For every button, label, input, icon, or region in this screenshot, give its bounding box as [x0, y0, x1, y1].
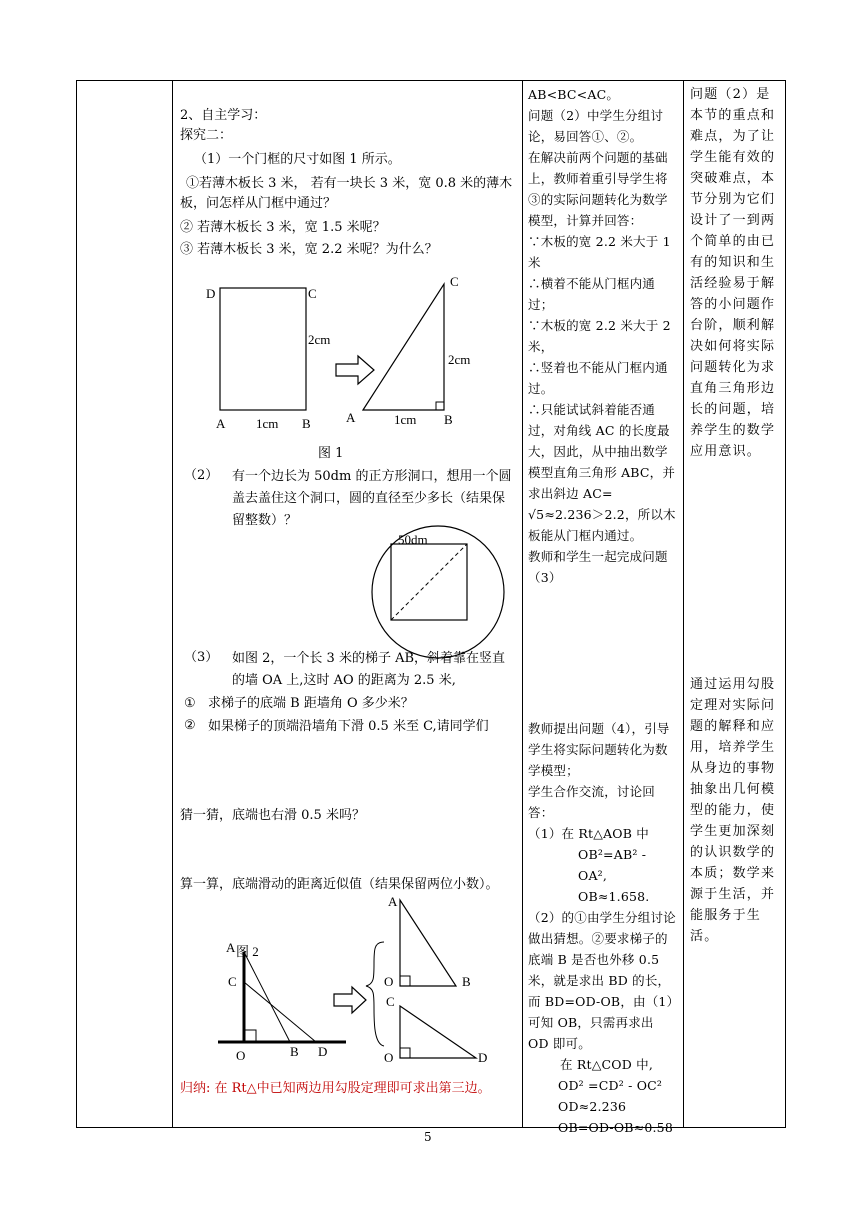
label-A: A [216, 416, 226, 431]
design-note-2: 通过运用勾股定理对实际问题的解释和应用，培养学生从身边的事物抽象出几何模型的能力，使学生更加深刻的认识数学的本质；数学来源于生活，并能服务于生活。 [690, 677, 776, 944]
notes-line: 学生合作交流，讨论回答： [528, 784, 656, 820]
square-label: 50dm [398, 532, 428, 547]
label-side: 2cm [308, 332, 331, 347]
column-divider [172, 80, 173, 1127]
right-triangle [363, 284, 444, 410]
guess-text: 猜一猜，底端也右滑 0.5 米吗？ [180, 808, 365, 823]
notes-line: 在解决前两个问题的基础上，教师着重引导学生将③的实际问题转化为数学模型，计算并回答： [528, 150, 668, 228]
tri2-label-O: O [384, 1050, 394, 1065]
formula-line: OD² =CD² - OC² [558, 1078, 663, 1093]
explore-heading: 探究二： [180, 128, 233, 143]
circle-cover [372, 526, 504, 658]
question-1-c: ③ 若薄木板长 3 米，宽 2.2 米呢？为什么？ [180, 242, 438, 257]
tri1-label-A: A [388, 894, 398, 909]
right-angle-mark [436, 402, 444, 410]
door-frame-rect [220, 288, 306, 410]
notes-line: AB<BC<AC。 [528, 87, 620, 102]
fig2-label-O: O [236, 1048, 246, 1063]
tri2-label-C: C [386, 994, 395, 1009]
notes-line: （2）的①由学生分组讨论做出猜想。②要求梯子的底端 B 是否也外移 0.5 米，就是求出 BD 的长，而 BD=OD-OB，由（1）可知 OB，只需再求出 OD 即可。 [528, 910, 676, 1051]
triangle-AOB [400, 900, 456, 986]
notes-line: ∴横着不能从门框内通过； [528, 276, 656, 312]
triangle-COD [400, 1006, 476, 1058]
formula-line: OD≈2.236 [558, 1099, 627, 1114]
question-3-b-number: ② [184, 718, 196, 733]
arrow-right-icon [336, 356, 374, 384]
figure-square-circle [366, 530, 512, 660]
label-D: D [206, 286, 216, 301]
ladder-1 [244, 952, 290, 1042]
question-3-number: （3） [184, 650, 219, 665]
calc-text: 算一算，底端滑动的距离近似值（结果保留两位小数）。 [180, 877, 499, 892]
arrow-right-icon [334, 987, 366, 1013]
right-angle-mark-1 [400, 976, 410, 986]
right-angle-mark [244, 1030, 256, 1042]
label-C: C [308, 286, 317, 301]
question-1-a: ①若薄木板长 3 米， 若有一块长 3 米，宽 0.8 米的薄木板，问怎样从门框中通过？ [180, 176, 513, 211]
tri-label-A: A [346, 410, 356, 425]
question-3-b-text: 如果梯子的顶端沿墙角下滑 0.5 米至 C,请同学们 [208, 719, 489, 734]
notes-line: 在 Rt△COD 中, [560, 1057, 654, 1072]
label-B: B [302, 416, 311, 431]
notes-line: 教师提出问题（4），引导学生将实际问题转化为数学模型； [528, 721, 670, 778]
design-note-1: 问题（2）是本节的重点和难点，为了让学生能有效的突破难点，本节分别为它们设计了一到两个简单的由已有的知识和生活经验易于解答的小问题作台阶，顺利解决如何将实际问题转化为求直角三角形边长的问题，培养学生的数学应用意识。 [690, 87, 776, 459]
notes-line: ∵木板的宽 2.2 米大于 1 米 [528, 234, 671, 270]
tri1-label-O: O [384, 974, 394, 989]
question-3-text: 如图 2，一个长 3 米的梯子 AB，斜着靠在竖直的墙 OA 上,这时 AO 的距离为 2.5 米, [232, 651, 506, 688]
notes-line: 问题（2）中学生分组讨论，易回答①、②。 [528, 108, 664, 144]
question-1-b: ② 若薄木板长 3 米，宽 1.5 米呢？ [180, 220, 386, 235]
question-2-text: 有一个边长为 50dm 的正方形洞口，想用一个圆盖去盖住这个洞口，圆的直径至少多长（结果保留整数）？ [232, 469, 512, 528]
tri-label-bottom: 1cm [394, 412, 417, 427]
fig2-label-A: A [226, 940, 236, 955]
figure-1 [180, 270, 500, 440]
figure-1-caption: 图 1 [318, 446, 344, 461]
notes-line: ∵木板的宽 2.2 米大于 2 米， [528, 318, 671, 354]
brace [366, 942, 384, 1046]
notes-line: ∴竖着也不能从门框内通过。 [528, 360, 668, 396]
formula-line: OB≈1.658. [578, 889, 650, 904]
question-3-a-number: ① [184, 696, 196, 711]
notes-line: （1）在 Rt△AOB 中 [528, 826, 650, 841]
column-divider [522, 80, 523, 1127]
notes-line: 教师和学生一起完成问题（3） [528, 549, 668, 585]
formula-line: OB=OD-OB≈0.58 [558, 1120, 673, 1135]
fig2-label-D: D [318, 1044, 328, 1059]
figure-2 [180, 890, 516, 1072]
column-divider [683, 80, 684, 1127]
tri2-label-D: D [478, 1050, 488, 1065]
right-angle-mark-2 [400, 1048, 410, 1058]
question-3-a-text: 求梯子的底端 B 距墙角 O 多少米？ [208, 696, 414, 711]
tri1-label-B: B [462, 974, 471, 989]
formula-line: OB²=AB² - OA², [578, 847, 647, 883]
fig2-label-B: B [290, 1044, 299, 1059]
question-1-intro: （1）一个门框的尺寸如图 1 所示。 [194, 152, 401, 167]
fig2-label-C: C [228, 974, 237, 989]
tri-label-C: C [450, 274, 459, 289]
teacher-notes-part1 [528, 84, 678, 588]
label-bottom: 1cm [256, 416, 279, 431]
fig2-caption: 图 2 [236, 944, 259, 959]
notes-line: ∴只能试试斜着能否通过，对角线 AC 的长度最大，因此，从中抽出数学模型直角三角形 ABC，并求出斜边 AC= √5≈2.236＞2.2，所以木板能从门框内通过。 [528, 402, 676, 543]
tri-label-B: B [444, 412, 453, 427]
teacher-notes-part2 [528, 718, 678, 1138]
question-2-number: （2） [184, 468, 219, 483]
ladder-2 [244, 982, 316, 1042]
tri-label-side: 2cm [448, 352, 471, 367]
section-heading: 2、自主学习： [180, 108, 267, 123]
page-number: 5 [424, 1130, 432, 1144]
summary-text: 归纳: 在 Rt△中已知两边用勾股定理即可求出第三边。 [180, 1081, 491, 1096]
diagonal-dashed [391, 544, 467, 620]
